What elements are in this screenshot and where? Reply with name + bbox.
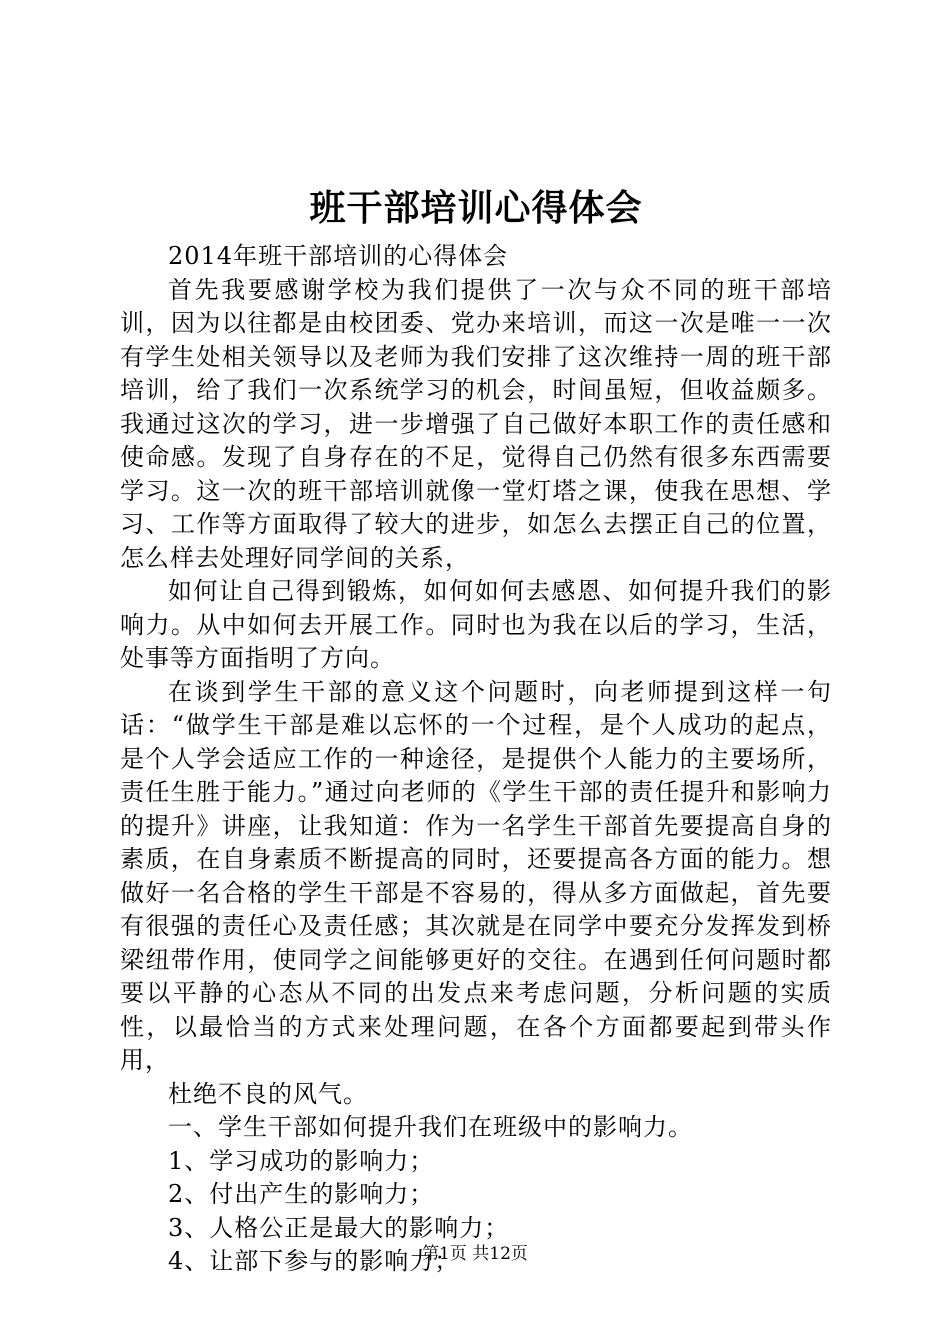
paragraph-growth: 如何让自己得到锻炼，如何如何去感恩、如何提升我们的影响力。从中如何去开展工作。同时也为我在以后的学习，生活，处事等方面指明了方向。	[120, 577, 832, 672]
list-item: 3、人格公正是最大的影响力；	[168, 1213, 510, 1242]
paragraph-meaning: 在谈到学生干部的意义这个问题时，向老师提到这样一句话：“做学生干部是难以忘怀的一个过程，是个人成功的起点，是个人学会适应工作的一种途径，是提供个人能力的主要场所，责任生胜于能力。”通过向老师的《学生干部的责任提升和影响力的提升》讲座，让我知道：作为一名学生干部首先要提高自身的素质，在自身素质不断提高的同时，还要提高各方面的能力。想做好一名合格的学生干部是不容易的，得从多方面做起，首先要有很强的责任心及责任感；其次就是在同学中要充分发挥发到桥梁纽带作用，使同学之间能够更好的交往。在遇到任何问题时都要以平静的心态从不同的出发点来考虑问题，分析问题的实质性，以最恰当的方式来处理问题，在各个方面都要起到带头作用，	[120, 677, 832, 1074]
list-item: 2、付出产生的影响力；	[168, 1180, 435, 1208]
section-heading: 一、学生干部如何提升我们在班级中的影响力。	[168, 1113, 693, 1141]
paragraph-subtitle: 2014年班干部培训的心得体会	[168, 242, 509, 270]
page-footer: 第1页 共12页	[422, 1244, 528, 1264]
list-item: 4、让部下参与的影响力；	[168, 1247, 460, 1275]
document-page	[120, 178, 832, 1279]
paragraph-short: 杜绝不良的风气。	[168, 1079, 368, 1108]
paragraph-intro: 首先我要感谢学校为我们提供了一次与众不同的班干部培训，因为以往都是由校团委、党办来培训，而这一次是唯一一次有学生处相关领导以及老师为我们安排了这次维持一周的班干部培训，给了我们一次系统学习的机会，时间虽短，但收益颇多。我通过这次的学习，进一步增强了自己做好本职工作的责任感和使命感。发现了自身存在的不足，觉得自己仍然有很多东西需要学习。这一次的班干部培训就像一堂灯塔之课，使我在思想、学习、工作等方面取得了较大的进步，如怎么去摆正自己的位置，怎么样去处理好同学间的关系，	[120, 275, 832, 572]
list-item: 1、学习成功的影响力；	[168, 1146, 435, 1175]
document-title: 班干部培训心得体会	[309, 187, 643, 229]
